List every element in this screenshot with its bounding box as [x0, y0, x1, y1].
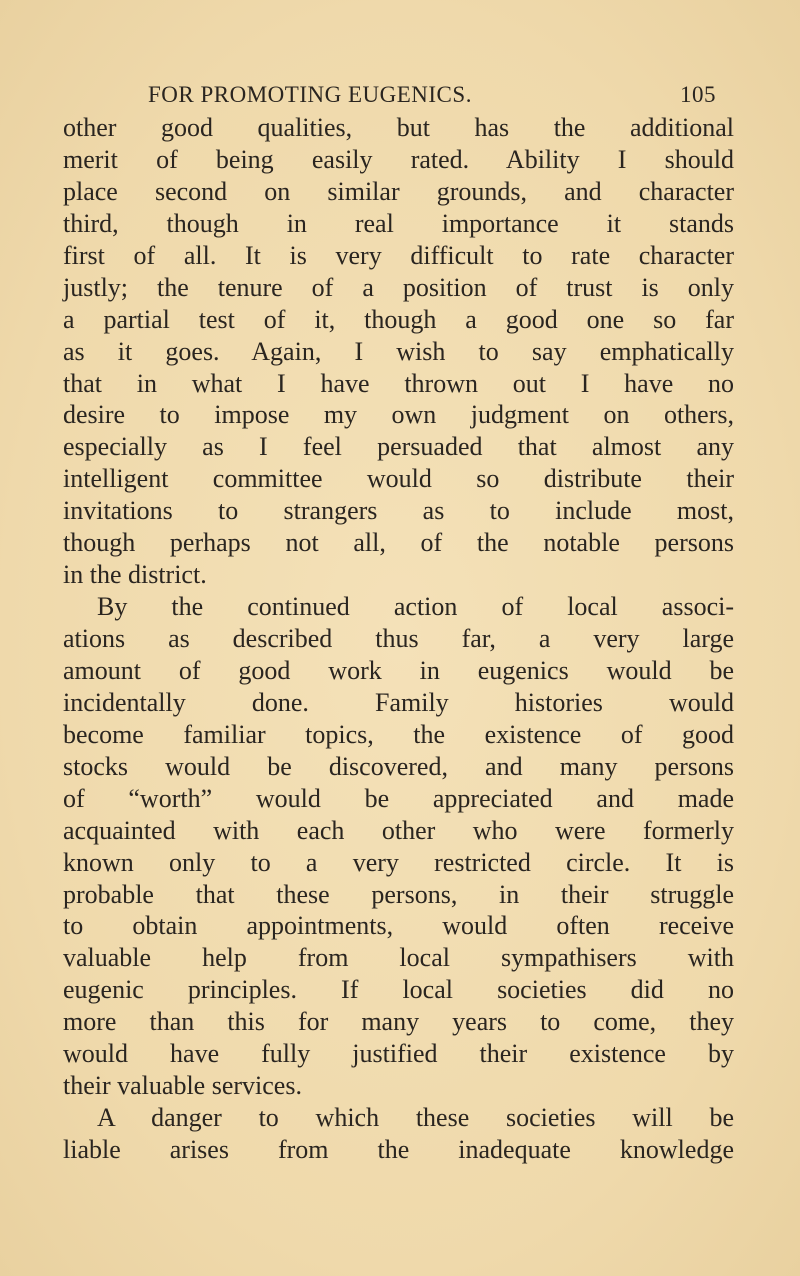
text-line: third, though in real importance it stands: [63, 208, 734, 238]
page-number: 105: [680, 82, 716, 107]
text-line: A danger to which these societies will be: [97, 1103, 734, 1133]
text-line: especially as I feel persuaded that almost any: [63, 432, 734, 462]
text-line: more than this for many years to come, they: [63, 1007, 734, 1037]
text-line: in the district.: [63, 560, 207, 590]
text-line: to obtain appointments, would often receive: [63, 911, 734, 941]
text-line: amount of good work in eugenics would be: [63, 655, 734, 685]
text-line: place second on similar grounds, and character: [63, 176, 734, 206]
text-line: stocks would be discovered, and many persons: [63, 751, 734, 781]
text-line: though perhaps not all, of the notable persons: [63, 528, 734, 558]
text-line: that in what I have thrown out I have no: [63, 368, 734, 398]
text-line: valuable help from local sympathisers with: [63, 943, 734, 973]
text-line: become familiar topics, the existence of good: [63, 719, 734, 749]
text-line: other good qualities, but has the additional: [63, 113, 734, 142]
text-line: By the continued action of local associ-: [97, 592, 734, 622]
text-line: ations as described thus far, a very large: [63, 624, 734, 653]
text-line: merit of being easily rated. Ability I should: [63, 144, 734, 174]
running-header: [148, 82, 716, 108]
text-line: a partial test of it, though a good one so far: [63, 304, 734, 334]
text-line: of “worth” would be appreciated and made: [63, 783, 734, 813]
text-line: incidentally done. Family histories would: [63, 687, 734, 717]
text-line: desire to impose my own judgment on others,: [63, 400, 734, 430]
running-title: FOR PROMOTING EUGENICS.: [148, 82, 472, 107]
text-line: eugenic principles. If local societies did no: [63, 975, 734, 1005]
text-line: first of all. It is very difficult to rate character: [63, 240, 734, 270]
text-line: their valuable services.: [63, 1071, 302, 1101]
text-line: justly; the tenure of a position of trust is only: [63, 272, 734, 302]
text-line: would have fully justified their existence by: [63, 1039, 734, 1069]
text-line: as it goes. Again, I wish to say emphatically: [63, 336, 734, 366]
text-line: acquainted with each other who were formerly: [63, 815, 734, 845]
text-line: liable arises from the inadequate knowledge: [63, 1135, 734, 1164]
text-line: intelligent committee would so distribute their: [63, 464, 734, 494]
body-text: [63, 112, 734, 1166]
text-line: known only to a very restricted circle. It is: [63, 847, 734, 877]
text-line: invitations to strangers as to include most,: [63, 496, 734, 526]
text-line: probable that these persons, in their struggle: [63, 879, 734, 909]
